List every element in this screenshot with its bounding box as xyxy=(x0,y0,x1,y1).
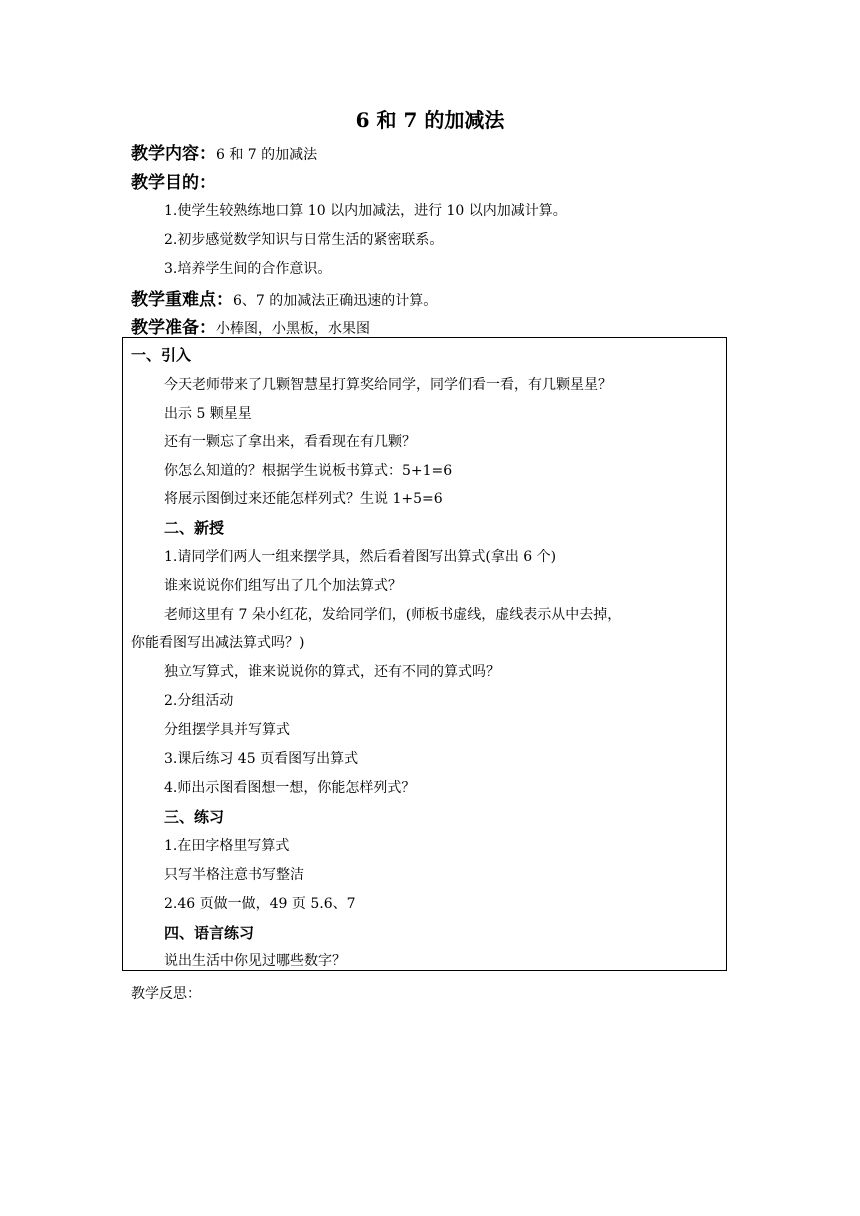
process-line: 1.请同学们两人一组来摆学具，然后看着图写出算式(拿出 6 个) xyxy=(164,549,557,565)
section-heading-practice: 三、练习 xyxy=(164,808,225,826)
process-line: 老师这里有 7 朵小红花，发给同学们，(师板书虚线，虚线表示从中去掉， xyxy=(164,607,622,623)
process-line: 4.师出示图看图想一想，你能怎样列式？ xyxy=(164,780,416,796)
section-heading-intro: 一、引入 xyxy=(131,346,192,364)
preparation-label: 教学准备： xyxy=(131,318,216,338)
key-points-value: 6、7 的加减法正确迅速的计算。 xyxy=(233,293,438,309)
goal-item: 3.培养学生间的合作意识。 xyxy=(164,261,332,277)
process-line: 说出生活中你见过哪些数字？ xyxy=(164,953,346,969)
goal-item: 2.初步感觉数学知识与日常生活的紧密联系。 xyxy=(164,232,444,248)
teaching-goals-label: 教学目的： xyxy=(131,173,216,193)
process-line: 3.课后练习 45 页看图写出算式 xyxy=(164,751,359,767)
teaching-goals xyxy=(131,168,216,193)
key-points xyxy=(131,285,437,310)
preparation xyxy=(131,313,370,338)
process-line: 1.在田字格里写算式 xyxy=(164,838,290,854)
process-line: 独立写算式，谁来说说你的算式，还有不同的算式吗？ xyxy=(164,664,500,680)
process-line: 出示 5 颗星星 xyxy=(164,406,252,422)
section-heading-new: 二、新授 xyxy=(164,519,225,537)
teaching-content-label: 教学内容： xyxy=(131,144,216,164)
preparation-value: 小棒图，小黑板，水果图 xyxy=(216,321,370,337)
key-points-label: 教学重难点： xyxy=(131,290,233,310)
teaching-content-value: 6 和 7 的加减法 xyxy=(216,147,318,163)
process-line: 只写半格注意书写整洁 xyxy=(164,867,304,883)
reflection-label: 教学反思： xyxy=(131,986,201,1002)
process-line: 将展示图倒过来还能怎样列式？生说 1+5=6 xyxy=(164,491,443,507)
process-line: 2.分组活动 xyxy=(164,693,234,709)
process-line: 2.46 页做一做，49 页 5.6、7 xyxy=(164,896,356,912)
teaching-process-box xyxy=(122,337,727,971)
process-line: 你能看图写出减法算式吗？) xyxy=(131,635,305,651)
process-line: 谁来说说你们组写出了几个加法算式？ xyxy=(164,578,402,594)
process-line: 今天老师带来了几颗智慧星打算奖给同学，同学们看一看，有几颗星星？ xyxy=(164,377,612,393)
process-line: 你怎么知道的？根据学生说板书算式：5+1=6 xyxy=(164,463,453,479)
section-heading-language: 四、语言练习 xyxy=(164,924,255,942)
teaching-content xyxy=(131,139,317,164)
process-line: 还有一颗忘了拿出来，看看现在有几颗？ xyxy=(164,434,416,450)
process-line: 分组摆学具并写算式 xyxy=(164,722,290,738)
goal-item: 1.使学生较熟练地口算 10 以内加减法，进行 10 以内加减计算。 xyxy=(164,203,567,219)
page-title: 6 和 7 的加减法 xyxy=(355,108,505,132)
